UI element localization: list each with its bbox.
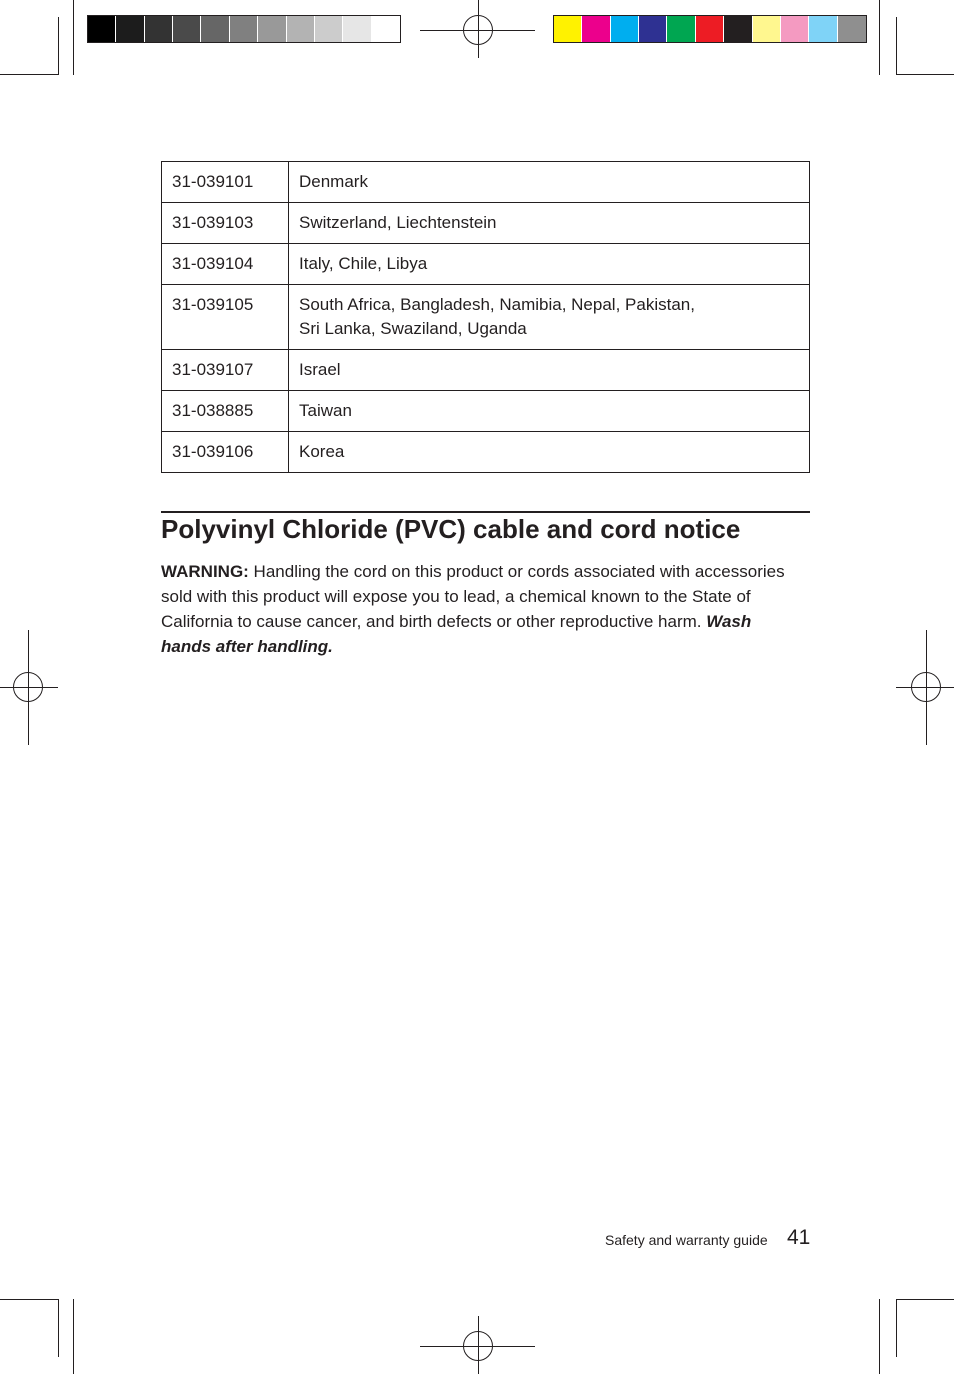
countries-line: Sri Lanka, Swaziland, Uganda (299, 319, 527, 338)
warning-label: WARNING: (161, 562, 249, 581)
crop-mark (896, 1299, 954, 1300)
table-row (162, 162, 810, 203)
table-row (162, 391, 810, 432)
color-swatch (201, 16, 229, 42)
warning-paragraph (161, 559, 801, 659)
grayscale-color-bar (87, 15, 401, 43)
countries: Italy, Chile, Libya (289, 244, 810, 285)
color-swatch (554, 16, 582, 42)
countries: Korea (289, 432, 810, 473)
color-swatch (838, 16, 866, 42)
color-swatch (343, 16, 371, 42)
crop-mark (73, 0, 74, 75)
registration-line (926, 630, 927, 745)
crop-mark (58, 1299, 59, 1357)
table-row (162, 285, 810, 350)
color-swatch (611, 16, 639, 42)
color-swatch (145, 16, 173, 42)
countries: Israel (289, 350, 810, 391)
color-swatch (696, 16, 724, 42)
color-swatch (258, 16, 286, 42)
crop-mark (73, 1299, 74, 1374)
section-heading: Polyvinyl Chloride (PVC) cable and cord notice (161, 514, 741, 544)
registration-line (0, 687, 58, 688)
part-number: 31-039101 (162, 162, 289, 203)
warning-emphasis: Wash hands after handling. (161, 612, 752, 656)
color-swatch (315, 16, 343, 42)
crop-mark (879, 1299, 880, 1374)
process-color-bar (553, 15, 867, 43)
warning-body: Handling the cord on this product or cords associated with accessories sold with this product will expose you to lead, a chemical known to the State of California to cause cancer, and birth defects or other reproductive harm. (161, 562, 785, 631)
part-number: 31-039105 (162, 285, 289, 350)
color-swatch (724, 16, 752, 42)
part-number: 31-039107 (162, 350, 289, 391)
color-swatch (582, 16, 610, 42)
countries: Switzerland, Liechtenstein (289, 203, 810, 244)
crop-mark (896, 1299, 897, 1357)
crop-mark (896, 74, 954, 75)
color-swatch (753, 16, 781, 42)
color-swatch (173, 16, 201, 42)
part-number: 31-039106 (162, 432, 289, 473)
color-swatch (781, 16, 809, 42)
part-number: 31-039104 (162, 244, 289, 285)
color-swatch (639, 16, 667, 42)
crop-mark (0, 74, 58, 75)
color-swatch (667, 16, 695, 42)
page-number: 41 (787, 1226, 811, 1249)
table-row (162, 350, 810, 391)
registration-line (478, 0, 479, 58)
countries: Taiwan (289, 391, 810, 432)
color-swatch (230, 16, 258, 42)
color-swatch (88, 16, 116, 42)
table-row (162, 244, 810, 285)
color-swatch (372, 16, 400, 42)
footer-guide-title: Safety and warranty guide (605, 1232, 768, 1248)
crop-mark (879, 0, 880, 75)
part-number: 31-039103 (162, 203, 289, 244)
part-number: 31-038885 (162, 391, 289, 432)
color-swatch (287, 16, 315, 42)
registration-line (28, 630, 29, 745)
registration-line (896, 687, 954, 688)
registration-line (478, 1316, 479, 1374)
countries: Denmark (289, 162, 810, 203)
countries-line: South Africa, Bangladesh, Namibia, Nepal, Pakistan, (299, 295, 695, 314)
countries (289, 285, 810, 350)
color-swatch (809, 16, 837, 42)
table-row (162, 203, 810, 244)
crop-mark (58, 17, 59, 75)
crop-mark (0, 1299, 58, 1300)
table-row (162, 432, 810, 473)
plug-country-table (161, 161, 810, 473)
color-swatch (116, 16, 144, 42)
crop-mark (896, 17, 897, 75)
